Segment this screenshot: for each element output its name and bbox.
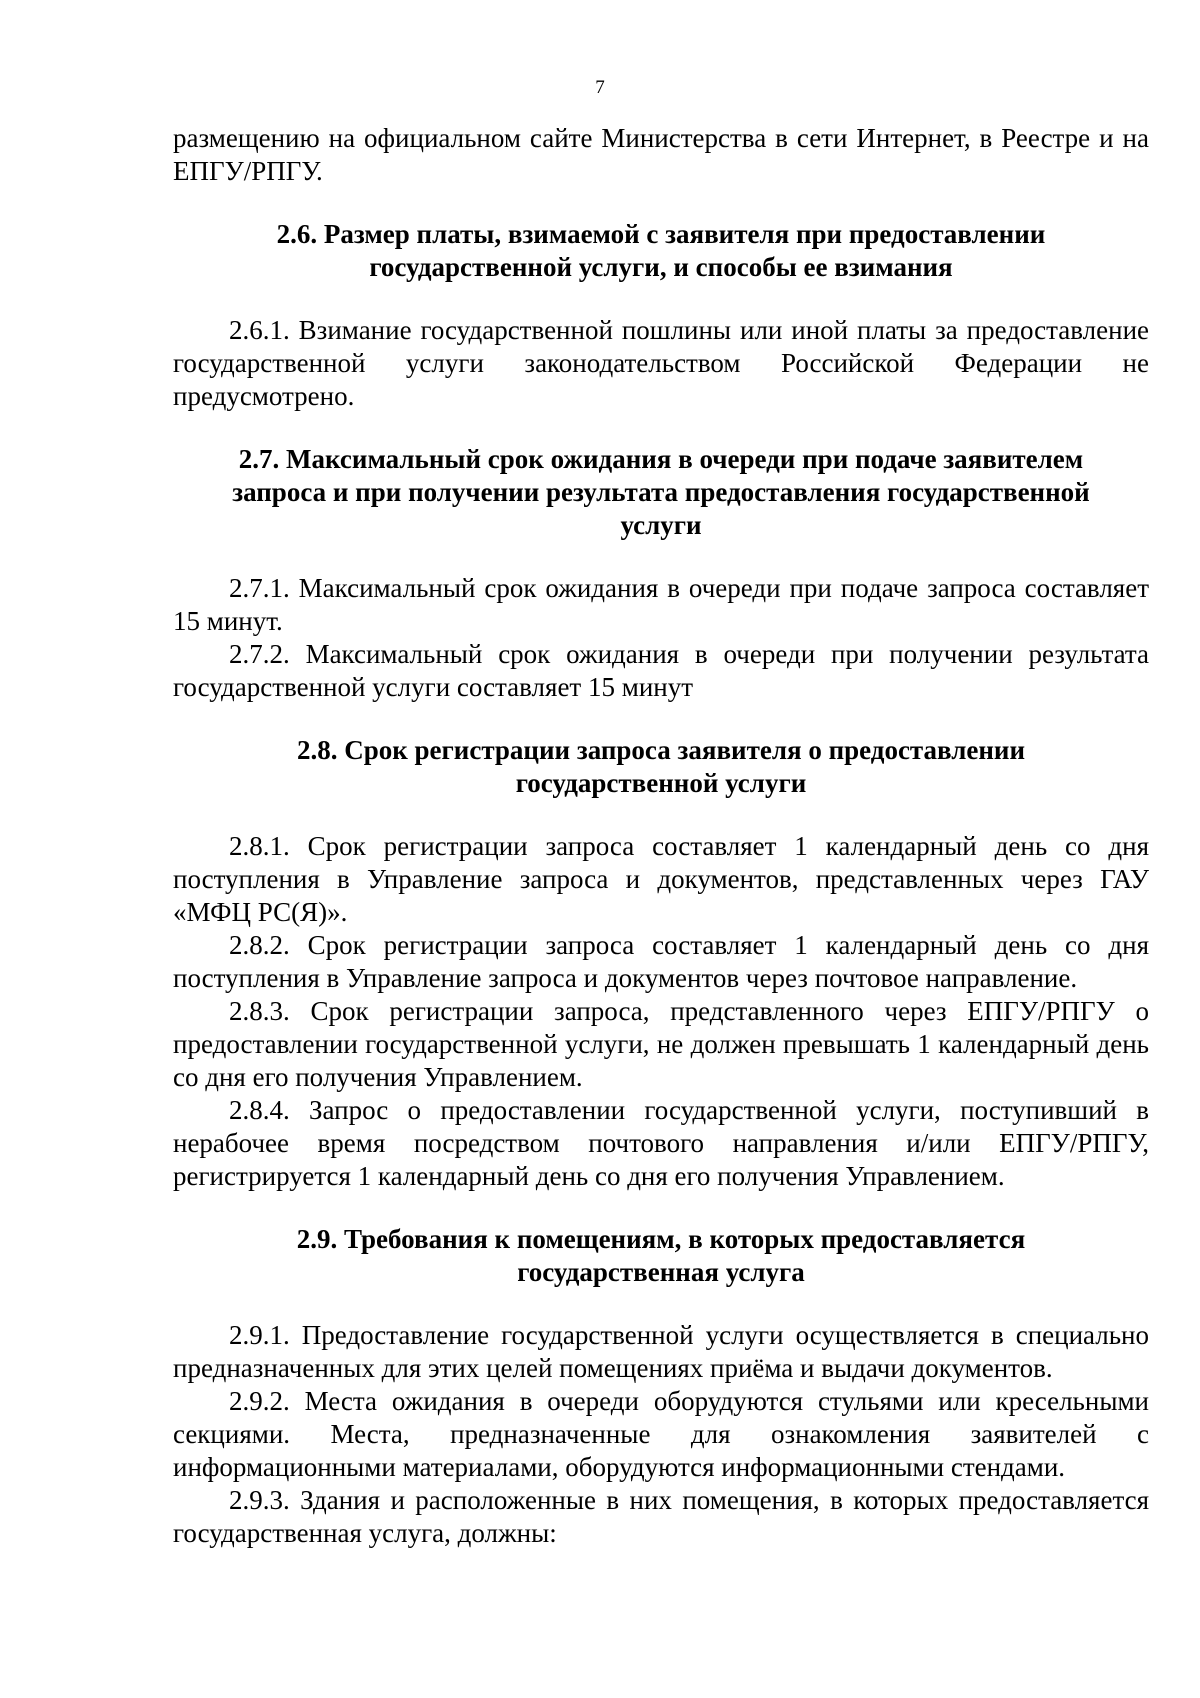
paragraph: 2.8.1. Срок регистрации запроса составляет 1 календарный день со дня поступления в Управление запроса и документов, представленных через ГАУ «МФЦ РС(Я)». [173,831,1149,927]
paragraph: 2.8.3. Срок регистрации запроса, представленного через ЕПГУ/РПГУ о предоставлении государственной услуги, не должен превышать 1 календарный день со дня его получения Управлением. [173,996,1149,1092]
paragraph: 2.9.2. Места ожидания в очереди оборудуются стульями или кресельными секциями. Места, предназначенные для ознакомления заявителей с информационными материалами, оборудуются информационными стендами. [173,1386,1149,1482]
section-2-9 [173,1223,1149,1550]
paragraph: 2.7.2. Максимальный срок ожидания в очереди при получении результата государственной услуги составляет 15 минут [173,639,1149,702]
section-heading: 2.8. Срок регистрации запроса заявителя о предоставлении государственной услуги [296,735,1026,798]
page-number: 7 [595,77,605,98]
section-2-6 [173,218,1149,413]
paragraph: 2.6.1. Взимание государственной пошлины или иной платы за предоставление государственной услуги законодательством Российской Федерации не предусмотрено. [173,315,1149,411]
paragraph: 2.8.2. Срок регистрации запроса составляет 1 календарный день со дня поступления в Управление запроса и документов через почтовое направление. [173,930,1149,993]
paragraph: 2.7.1. Максимальный срок ожидания в очереди при подаче запроса составляет 15 минут. [173,573,1149,636]
section-heading: 2.9. Требования к помещениям, в которых предоставляется государственная услуга [296,1224,1026,1287]
paragraph: 2.9.1. Предоставление государственной услуги осуществляется в специально предназначенных для этих целей помещениях приёма и выдачи документов. [173,1320,1149,1383]
section-2-7 [173,443,1149,704]
paragraph: 2.9.3. Здания и расположенные в них помещения, в которых предоставляется государственная услуга, должны: [173,1485,1149,1548]
intro-paragraph: размещению на официальном сайте Министерства в сети Интернет, в Реестре и на ЕПГУ/РПГУ. [173,123,1149,186]
document-body [173,122,1149,1550]
section-2-8 [173,734,1149,1193]
section-heading: 2.6. Размер платы, взимаемой с заявителя при предоставлении государственной услуги, и способы ее взимания [276,219,1046,282]
section-heading: 2.7. Максимальный срок ожидания в очереди при подаче заявителем запроса и при получении результата предоставления государственной услуги [232,444,1090,540]
paragraph: 2.8.4. Запрос о предоставлении государственной услуги, поступивший в нерабочее время посредством почтового направления и/или ЕПГУ/РПГУ, регистрируется 1 календарный день со дня его получения Управлением. [173,1095,1149,1191]
